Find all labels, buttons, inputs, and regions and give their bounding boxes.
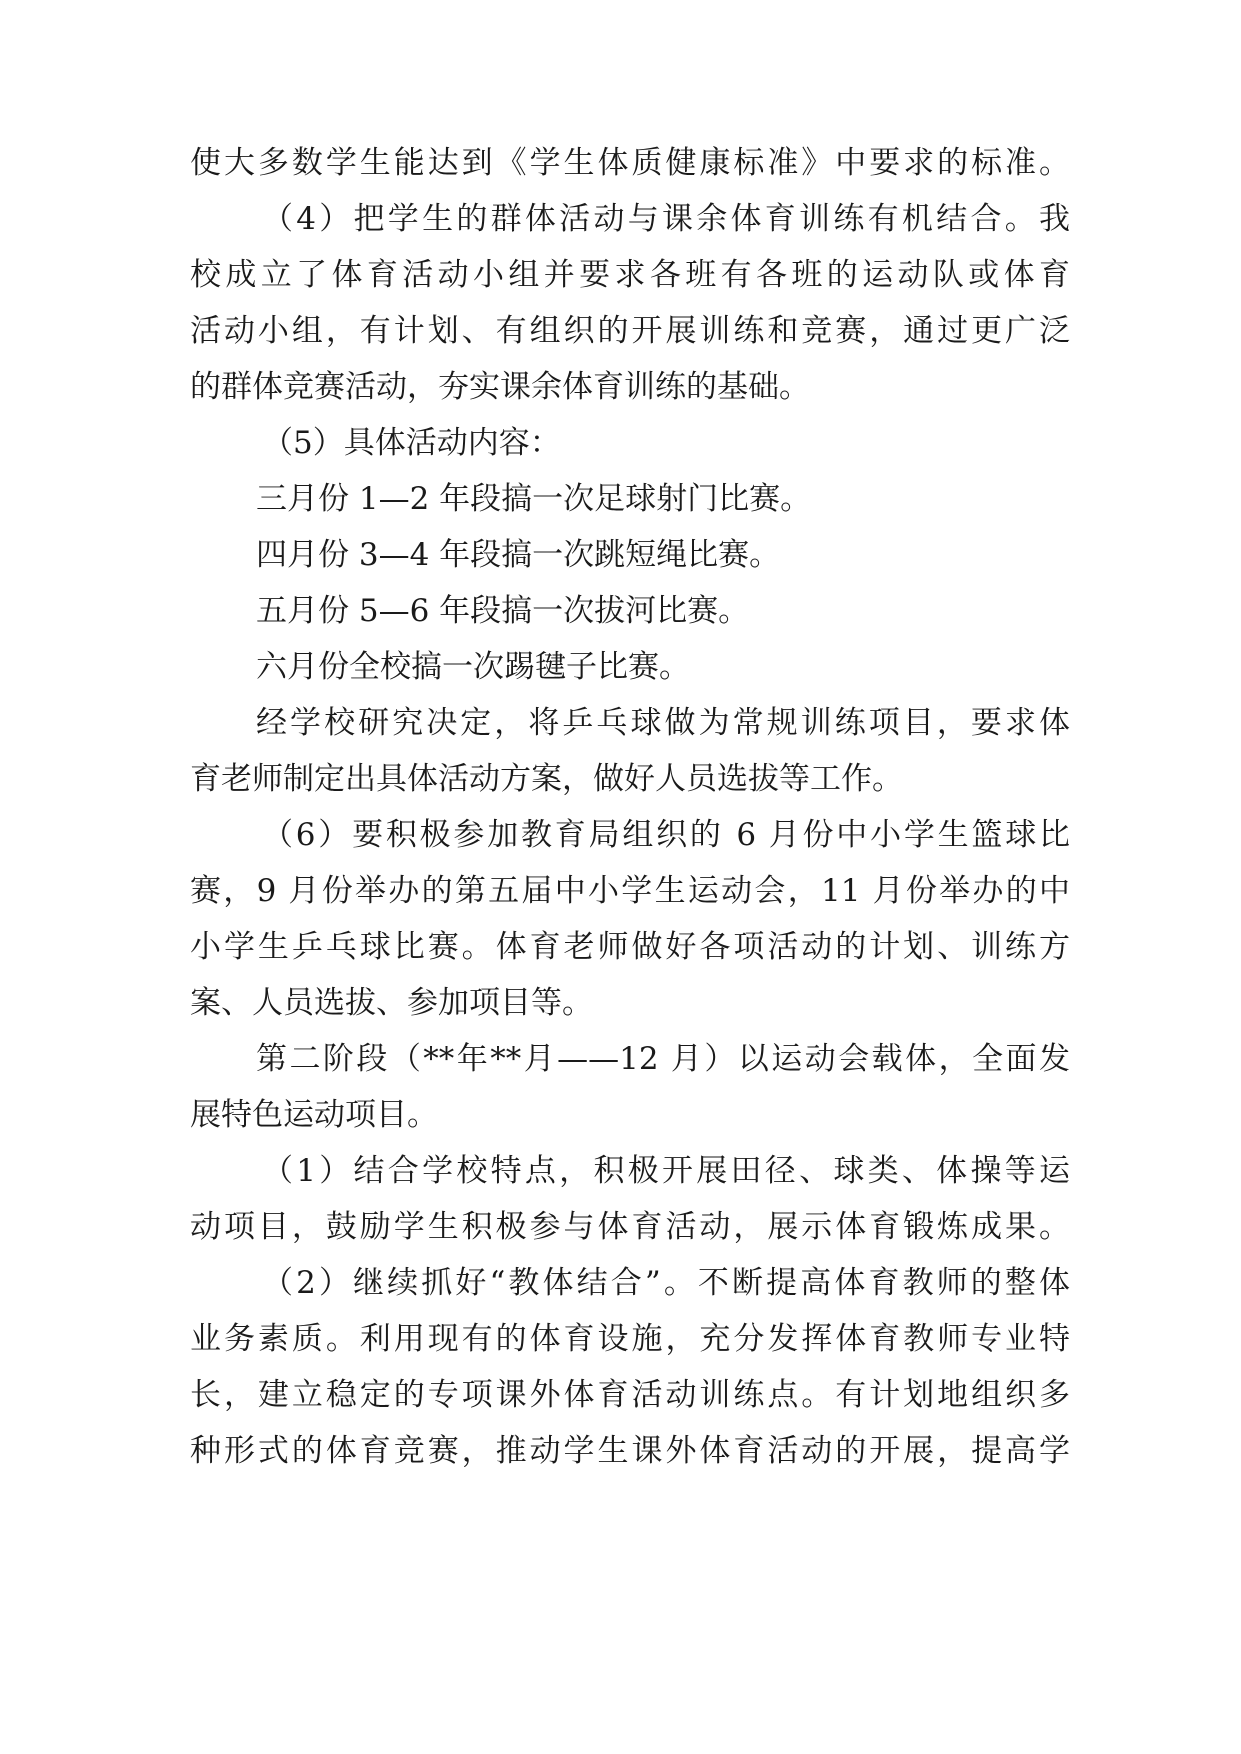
text-line: 育老师制定出具体活动方案，做好人员选拔等工作。 [190, 761, 903, 797]
text-line: 四月份 3—4 年段搞一次跳短绳比赛。 [256, 537, 781, 573]
text-line: 校成立了体育活动小组并要求各班有各班的运动队或体育 [190, 257, 1070, 293]
text-line: 动项目，鼓励学生积极参与体育活动，展示体育锻炼成果。 [190, 1209, 1070, 1245]
text-line: 使大多数学生能达到《学生体质健康标准》中要求的标准。 [190, 145, 1070, 181]
text-line: （2）继续抓好“教体结合”。不断提高体育教师的整体 [262, 1265, 1070, 1301]
text-line: 第二阶段（**年**月——12 月）以运动会载体，全面发 [256, 1041, 1070, 1077]
text-line: 展特色运动项目。 [190, 1097, 438, 1133]
text-line: 活动小组，有计划、有组织的开展训练和竞赛，通过更广泛 [190, 313, 1070, 349]
text-line: 的群体竞赛活动，夯实课余体育训练的基础。 [190, 369, 810, 405]
text-line: （5）具体活动内容： [262, 425, 561, 461]
text-line: 经学校研究决定，将乒乓球做为常规训练项目，要求体 [256, 705, 1070, 741]
text-line: 六月份全校搞一次踢毽子比赛。 [256, 649, 690, 685]
text-line: 种形式的体育竞赛，推动学生课外体育活动的开展，提高学 [190, 1433, 1070, 1469]
text-line: （6）要积极参加教育局组织的 6 月份中小学生篮球比 [262, 817, 1070, 853]
text-line: 三月份 1—2 年段搞一次足球射门比赛。 [256, 481, 812, 517]
text-line: 业务素质。利用现有的体育设施，充分发挥体育教师专业特 [190, 1321, 1070, 1357]
text-line: 案、人员选拔、参加项目等。 [190, 985, 593, 1021]
text-line: 长，建立稳定的专项课外体育活动训练点。有计划地组织多 [190, 1377, 1070, 1413]
text-line: 五月份 5—6 年段搞一次拔河比赛。 [256, 593, 750, 629]
text-line: 小学生乒乓球比赛。体育老师做好各项活动的计划、训练方 [190, 929, 1070, 965]
text-line: （1）结合学校特点，积极开展田径、球类、体操等运 [262, 1153, 1070, 1189]
text-line: （4）把学生的群体活动与课余体育训练有机结合。我 [262, 201, 1070, 237]
text-line: 赛，9 月份举办的第五届中小学生运动会，11 月份举办的中 [190, 873, 1070, 909]
